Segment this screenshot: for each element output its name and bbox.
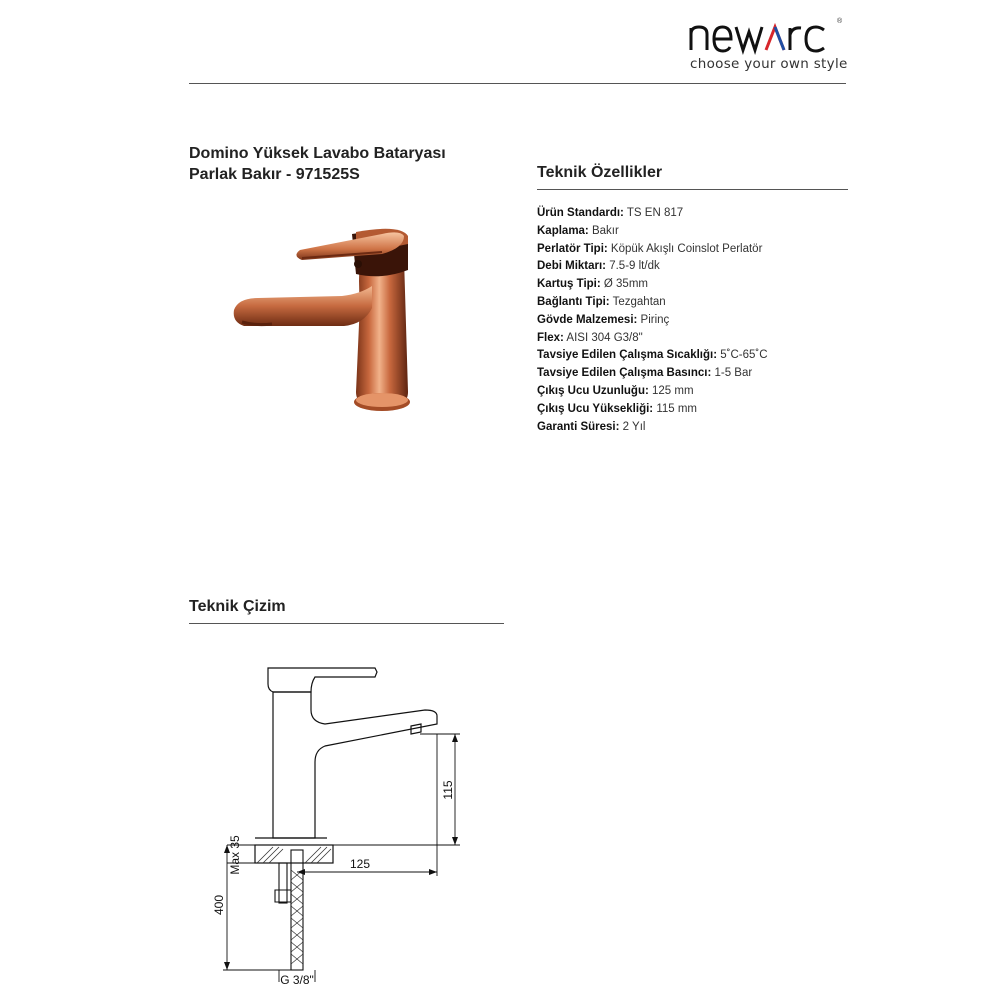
product-title [189, 143, 446, 185]
spec-value: AISI 304 G3/8" [566, 331, 643, 344]
product-title-line2: Parlak Bakır - 971525S [189, 166, 360, 183]
technical-drawing [212, 650, 475, 990]
spec-row [537, 223, 867, 241]
specs-list [537, 205, 867, 436]
dim-length-label: 125 [349, 857, 371, 871]
spec-row [537, 276, 867, 294]
spec-row [537, 330, 867, 348]
spec-row [537, 258, 867, 276]
drawing-handle [268, 668, 377, 692]
spec-row [537, 347, 867, 365]
spec-value: Tezgahtan [612, 295, 666, 308]
spec-label: Kartuş Tipi: [537, 278, 601, 291]
spec-label: Ürün Standardı: [537, 207, 624, 219]
spec-row [537, 401, 867, 419]
product-title-line1: Domino Yüksek Lavabo Bataryası [189, 145, 446, 162]
spec-label: Flex: [537, 331, 564, 344]
dim-height-label: 115 [441, 780, 455, 800]
spec-row [537, 383, 867, 401]
spec-value: 2 Yıl [622, 420, 646, 433]
brand-tagline: choose your own style [690, 56, 848, 72]
spec-label: Kaplama: [537, 224, 589, 237]
spec-label: Garanti Süresi: [537, 420, 620, 433]
spec-row [537, 312, 867, 330]
logo-wordmark-graphic [688, 12, 838, 56]
spec-value: 115 mm [656, 402, 698, 415]
spec-label: Bağlantı Tipi: [537, 295, 610, 308]
spec-label: Perlatör Tipi: [537, 242, 608, 255]
specs-divider [537, 189, 848, 190]
dim-thread-label: G 3/8" [280, 973, 314, 987]
spec-value: Pirinç [640, 313, 670, 326]
spec-label: Tavsiye Edilen Çalışma Sıcaklığı: [537, 349, 718, 362]
spec-value: 125 mm [652, 384, 694, 397]
spec-label: Tavsiye Edilen Çalışma Basıncı: [537, 367, 712, 380]
drawing-heading: Teknik Çizim [189, 598, 286, 615]
drawing-stud [279, 863, 287, 903]
drawing-hose [291, 850, 303, 970]
specs-heading: Teknik Özellikler [537, 164, 663, 181]
spec-label: Çıkış Ucu Yüksekliği: [537, 402, 654, 415]
spec-value: 5˚C-65˚C [720, 349, 768, 362]
drawing-base-plate [255, 845, 333, 863]
dim-max-label: Max 35 [228, 835, 242, 875]
drawing-body [273, 692, 437, 838]
header-divider [189, 83, 846, 84]
spec-value: Köpük Akışlı Coinslot Perlatör [610, 242, 763, 255]
spec-row [537, 419, 867, 437]
spec-value: Ø 35mm [603, 278, 648, 291]
spec-value: 1-5 Bar [714, 367, 753, 380]
dim-hose-label: 400 [212, 894, 226, 916]
spec-value: TS EN 817 [626, 207, 684, 219]
spec-label: Debi Miktarı: [537, 260, 607, 273]
faucet-product-image [232, 222, 422, 422]
spec-row [537, 294, 867, 312]
brand-logo [688, 12, 848, 72]
spec-label: Gövde Malzemesi: [537, 313, 638, 326]
spec-row [537, 205, 867, 223]
spec-value: Bakır [591, 224, 619, 237]
spec-row [537, 365, 867, 383]
spec-label: Çıkış Ucu Uzunluğu: [537, 384, 649, 397]
registered-mark: ® [837, 18, 843, 25]
drawing-divider [189, 623, 504, 624]
spec-value: 7.5-9 lt/dk [609, 260, 660, 273]
spec-row [537, 241, 867, 259]
